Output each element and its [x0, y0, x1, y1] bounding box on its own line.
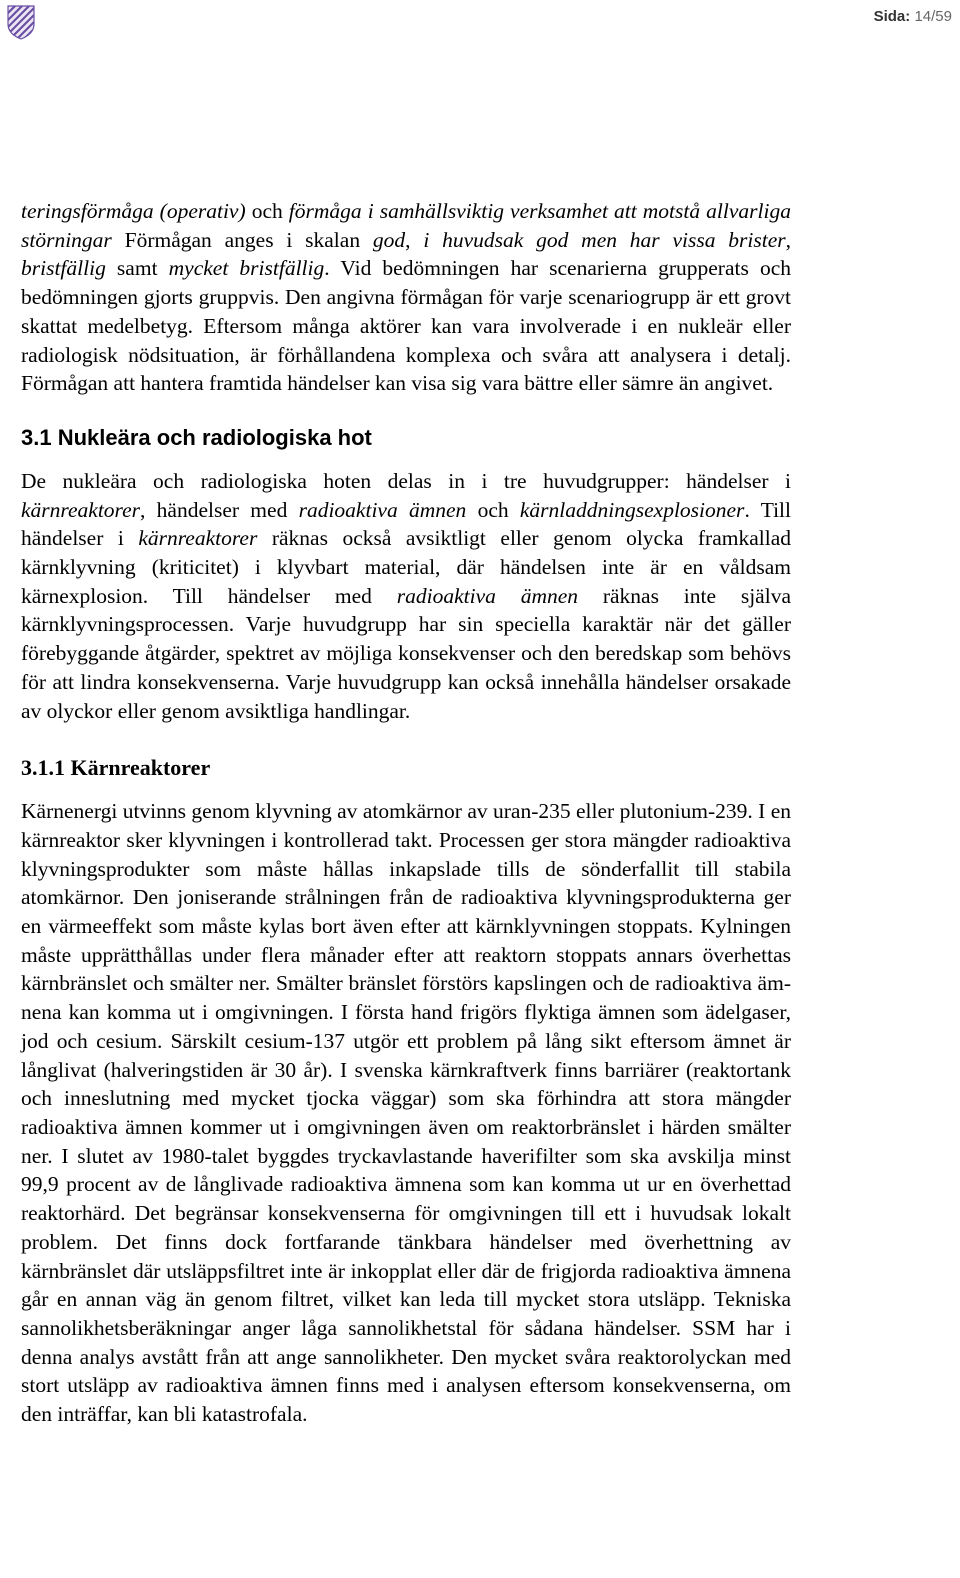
- text-run: räknas inte själva kärnklyvningsprocessen. Varje huvudgrupp har sin speciella karaktär när det gäller förebyggande åtgärder, spektret av möjliga konsekvenser och den beredskap som behövs för att lindra konsekvenserna. Varje huvudgrupp kan också innehålla händelser orsakade av olyckor eller genom avsiktliga handlingar.: [21, 583, 791, 723]
- italic-text: kärnladdningsexplosioner: [519, 497, 745, 522]
- text-run: Förmågan anges i skalan: [111, 227, 373, 252]
- page-label: Sida:: [873, 8, 911, 25]
- text-run: och: [466, 497, 520, 522]
- section-heading-3-1: 3.1 Nukleära och radiologiska hot: [21, 424, 372, 450]
- italic-text: teringsförmåga (operativ): [21, 199, 246, 223]
- shield-logo-icon: [6, 4, 36, 40]
- text-run: De nukleära och radiologiska hoten delas in i tre huvudgrupper: händelser i: [21, 468, 791, 493]
- section-3-1-paragraph: [21, 467, 791, 725]
- intro-paragraph: [21, 197, 791, 398]
- page-indicator: [874, 8, 952, 25]
- section-heading-3-1-1: 3.1.1 Kärnreaktorer: [21, 755, 211, 781]
- italic-text: god: [372, 227, 406, 252]
- italic-text: bristfällig: [21, 256, 106, 281]
- text-run: samt: [105, 256, 169, 281]
- text-run: och: [245, 199, 289, 223]
- text-run: , händelser med: [140, 497, 299, 522]
- italic-text: kärnreaktorer: [138, 526, 258, 551]
- page-content: [21, 197, 791, 1429]
- section-3-1-1-paragraph: [21, 797, 791, 1428]
- text-run: Kärnenergi utvinns genom klyvning av atomkärnor av uran-235 eller plutonium-239. I en kärnreaktor sker klyvningen i kontrollerad takt. Processen ger stora mängder radioaktiva klyvningsprodukter som måste hållas inkapslade tills de sönderfallit till stabila atomkärnor. Den joniserande strålningen från de radioaktiva klyvningsprodukterna ger en värmeeffekt som måste kylas bort även efter att kärnklyvningen stoppats. Kylningen måste upprätthållas under flera månader efter att reaktorn stoppats annars överhettas kärnbränslet och smälter ner. Smälter bränslet förstörs kapslingen och de radioaktiva ämnena kan komma ut i omgivningen. I första hand frigörs flyktiga ämnen som ädelgaser, jod och cesium. Särskilt cesium-137 utgör ett problem på lång sikt eftersom ämnet är långlivat (halveringstiden är 30 år). I svenska kärnkraftverk finns barriärer (reaktortank och inneslutning med mycket tjocka väggar) som ska förhindra att stora mängder radioaktiva ämnen kommer ut i omgivningen även om reaktorbränslet i härden smälter ner. I slutet av 1980-talet byggdes tryckavlastande haverifilter som ska avskilja minst 99,9 procent av de långlivade radioaktiva ämnena som kan komma ut ur en överhettad reaktorhärd. Det begränsar konsekvenserna för omgivningen till ett i huvudsak lokalt problem. Det finns dock fortfarande tänkbara händelser med överhettning av kärnbränslet där utsläppsfiltret inte är inkopplat eller där de frigjorda radioaktiva ämnena går en annan väg än genom filtret, vilket kan leda till mycket stora utsläpp. Tekniska sannolikhetsberäkningar anger låga sannolikhetstal för sådana händelser. SSM har i denna analys avstått från att ange sannolikheter. Den mycket svåra reaktorolyckan med stort utsläpp av radioaktiva ämnen finns med i analysen eftersom konsekvenserna, om den inträffar, kan bli katastrofala.: [21, 799, 791, 1427]
- text-run: . Vid bedömningen har scenarierna grupperats och bedömningen gjorts gruppvis. Den angivna förmågan för varje scenariogrupp är ett grovt skattat medelbetyg. Eftersom många aktörer kan vara involverade i en nukleär eller radiologisk nödsituation, är förhållandena komplexa och svåra att analysera i detalj. Förmågan att hantera framtida händelser kan visa sig vara bättre eller sämre än angivet.: [21, 256, 792, 396]
- page-number: 14/59: [914, 8, 952, 25]
- italic-text: mycket bristfällig: [168, 256, 325, 281]
- italic-text: radioaktiva ämnen: [298, 497, 467, 522]
- italic-text: i huvudsak god men har vissa brister: [423, 227, 786, 252]
- text-run: . Till händelser i: [21, 497, 791, 551]
- text-run: ,: [785, 227, 792, 252]
- text-run: ,: [405, 227, 424, 252]
- italic-text: förmåga i samhällsviktig verksamhet att motstå allvarliga störningar: [21, 199, 791, 252]
- italic-text: radioaktiva ämnen: [396, 583, 579, 608]
- text-run: räknas också avsiktligt eller genom olycka framkallad kärnklyvning (kriticitet) i klyvbart material, där händelsen inte är en våldsam kärnexplosion. Till händelser med: [21, 526, 791, 608]
- italic-text: kärnreaktorer: [21, 497, 141, 522]
